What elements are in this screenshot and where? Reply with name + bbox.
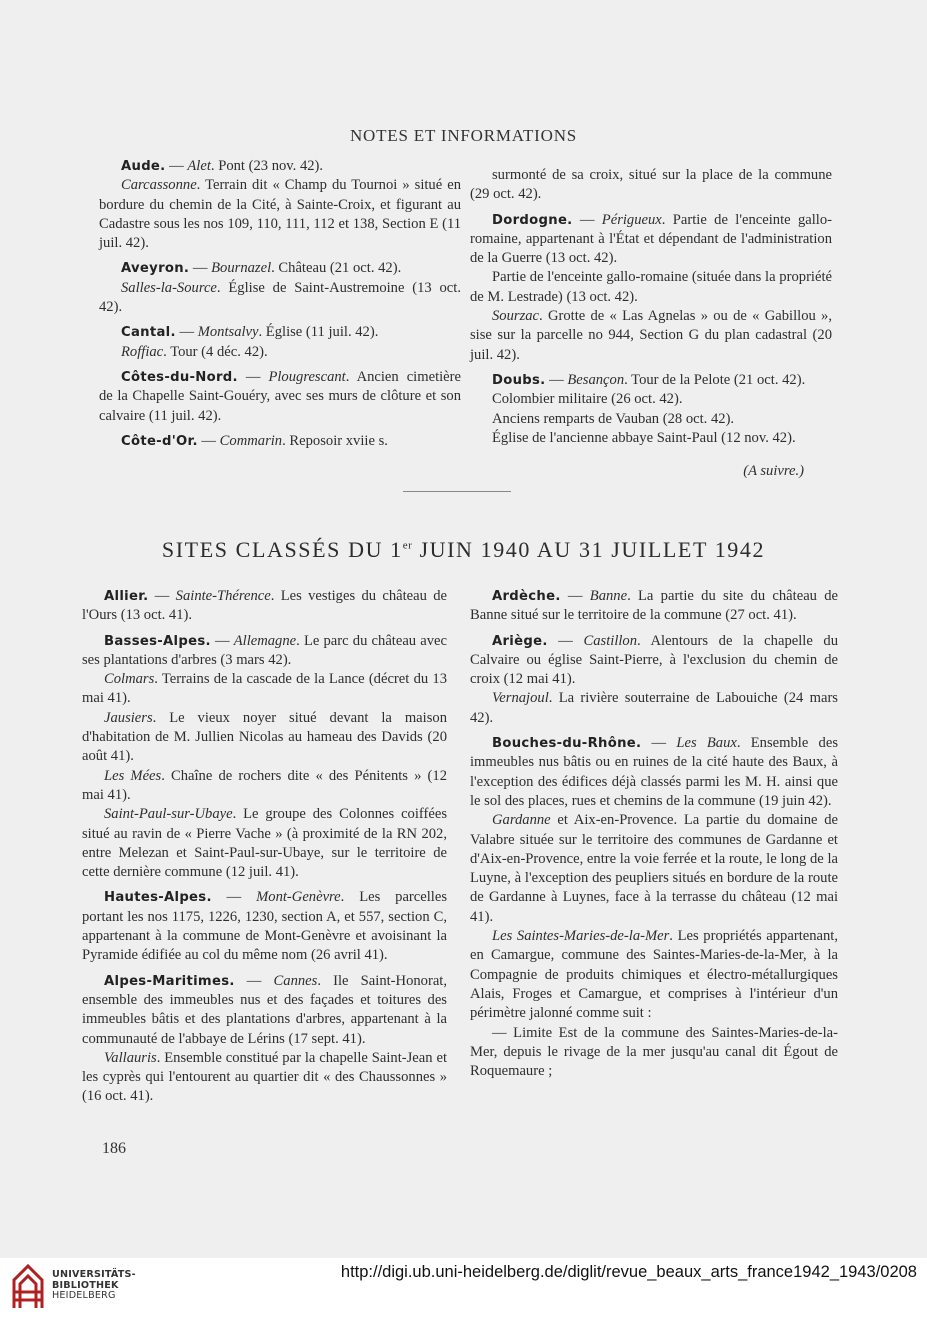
- department-name: Côtes-du-Nord.: [121, 369, 238, 385]
- library-name: [52, 1270, 136, 1302]
- place-name: Les Baux: [676, 735, 737, 752]
- entry-text: . Les propriétés appartenant, en Camargue, commune des Saintes-Maries-de-la-Mer, à la Compagnie de produits chimiques et électro-métallurgiques Alais, Froges et Camargue, et comprises à l'intérieur d'un périmètre jalonné comme suit :: [470, 928, 838, 1022]
- entry-text: . Ancien cimetière de la Chapelle Saint-Gouéry, avec ses murs de clôture et son calvaire (11 juil. 42).: [99, 368, 461, 424]
- library-name-line2: BIBLIOTHEK: [52, 1279, 119, 1291]
- entry: Bouches-du-Rhône. — Les Baux. Ensemble des immeubles nus bâtis ou en ruines de la cité haute des Baux, à l'exception des édifices déjà classés parmi les M. H. ainsi que le sol des places, rues et chemins de la commune (19 juin 42).: [470, 735, 839, 809]
- entry-text: . La rivière souterraine de Labouiche (24 mars 42).: [470, 690, 838, 726]
- place-name: Les Saintes-Maries-de-la-Mer: [492, 928, 670, 945]
- entry: [470, 927, 838, 1023]
- place-name: Carcassonne: [121, 177, 197, 194]
- place-name: Gardanne: [492, 812, 551, 829]
- entry-text: . Ensemble constitué par la chapelle Saint-Jean et les cyprès qui l'entourent au quartier dit « des Chaussonnes » (16 oct. 41).: [82, 1049, 447, 1105]
- entry: Dordogne. — Périgueux. Partie de l'enceinte gallo-romaine, appartenant à l'État et dépendant de l'administration de la Guerre (13 oct. 42).: [470, 211, 832, 267]
- page-number: 186: [102, 1140, 126, 1157]
- place-name: Cannes: [273, 972, 318, 989]
- department-name: Cantal.: [121, 325, 176, 341]
- section-title: [0, 537, 927, 563]
- entry-text: . Les parcelles portant les nos 1175, 1226, 1230, section A, et 557, section C, appartenant à la commune de Mont-Genèvre et avoisinant la Pyramide édifiée au col du même nom (26 avril 41).: [82, 889, 447, 964]
- place-name: Vernajoul: [492, 690, 549, 707]
- department-name: Hautes-Alpes.: [104, 890, 212, 906]
- entry: Basses-Alpes. — Allemagne. Le parc du château avec ses plantations d'arbres (3 mars 42).: [82, 632, 447, 668]
- entry: Allier. — Sainte-Thérence. Les vestiges du château de l'Ours (13 oct. 41).: [82, 588, 448, 624]
- place-name: Vallauris: [104, 1049, 157, 1066]
- place-name: Alet: [187, 158, 211, 174]
- entry: Côte-d'Or. — Commarin. Reposoir xviie s.: [121, 432, 388, 449]
- source-url-link[interactable]: http://digi.ub.uni-heidelberg.de/diglit/revue_beaux_arts_france1942_1943/0208: [340, 1263, 917, 1281]
- entry-text: . Grotte de « Las Agnelas » ou de « Gabillou », sise sur la parcelle no 944, Section G du plan cadastral (20 juil. 42).: [470, 308, 832, 363]
- department-name: Doubs.: [492, 372, 546, 388]
- entry-text: . Partie de l'enceinte gallo-romaine, appartenant à l'État et dépendant de l'administration de la Guerre (13 oct. 42).: [470, 211, 832, 267]
- entry: [82, 805, 447, 882]
- entry: [99, 279, 461, 318]
- entry: [470, 268, 832, 307]
- section-title-sup: er: [402, 539, 413, 552]
- entry-text: . Chaîne de rochers dite « des Pénitents » (12 mai 41).: [82, 767, 447, 803]
- entry: [99, 176, 461, 253]
- entry: [470, 689, 838, 728]
- place-name: Saint-Paul-sur-Ubaye: [104, 806, 233, 823]
- entry: [470, 811, 838, 927]
- library-name-line3: HEIDELBERG: [52, 1290, 116, 1301]
- entry: [470, 410, 832, 429]
- section-title-prefix: SITES CLASSÉS DU 1: [161, 537, 403, 562]
- entry-text: . Tour de la Pelote (21 oct. 42).: [624, 371, 806, 388]
- entry: [99, 343, 461, 362]
- running-title: NOTES ET INFORMATIONS: [349, 126, 578, 145]
- place-name: Périgueux: [601, 211, 662, 228]
- entry-text: Anciens remparts de Vauban (28 oct. 42).: [492, 410, 735, 427]
- section-divider: [403, 491, 511, 492]
- entry: [470, 307, 832, 365]
- entry: [82, 1049, 447, 1107]
- entry-text: . Le vieux noyer situé devant la maison d'habitation de M. Jullien Nicolas au hameau des Davids (20 août 41).: [82, 709, 447, 765]
- department-name: Allier.: [104, 589, 149, 604]
- entry-text: . Terrain dit « Champ du Tournoi » situé en bordure du chemin de la Cité, à Sainte-Croix, et figurant au Cadastre sous les nos 109, 110, 111, 112 et 138, Section E (11 juil. 42).: [99, 177, 461, 252]
- entry-text: . Pont (23 nov. 42).: [210, 158, 324, 174]
- entry: Aude. — Alet. Pont (23 nov. 42).: [121, 158, 324, 174]
- department-name: Ardèche.: [492, 589, 561, 604]
- place-name: Les Mées: [104, 767, 162, 784]
- entry-text: . Reposoir xviie s.: [282, 432, 388, 449]
- entry-text: . Église (11 juil. 42).: [258, 324, 379, 341]
- notes-column-left: [99, 157, 461, 451]
- entry-text: Église de l'ancienne abbaye Saint-Paul (12 nov. 42).: [492, 429, 796, 446]
- entry: Cantal. — Montsalvy. Église (11 juil. 42).: [121, 324, 379, 341]
- place-name: Allemagne: [233, 632, 297, 649]
- place-name: Jausiers: [104, 709, 153, 726]
- entry: [82, 670, 447, 709]
- library-name-line1: UNIVERSITÄTS-: [52, 1269, 136, 1280]
- place-name: Plougrescant: [268, 368, 346, 385]
- place-name: Besançon: [567, 371, 625, 388]
- place-name: Banne: [589, 588, 628, 604]
- entry-text: . Le parc du château avec ses plantations d'arbres (3 mars 42).: [82, 632, 447, 668]
- entry: [470, 390, 832, 409]
- entry-text: — Limite Est de la commune des Saintes-Maries-de-la-Mer, depuis le rivage de la mer jusqu'au canal dit Égout de Roquemaure ;: [470, 1024, 838, 1080]
- entry-text: . Église de Saint-Austremoine (13 oct. 42).: [99, 279, 461, 316]
- entry: Ardèche. — Banne. La partie du site du château de Banne situé sur le territoire de la commune (27 oct. 41).: [470, 588, 839, 624]
- entry: [82, 709, 447, 767]
- department-name: Ariège.: [492, 633, 548, 649]
- a-suivre-note: (A suivre.): [743, 463, 804, 480]
- place-name: Roffiac: [121, 343, 164, 360]
- entry: Aveyron. — Bournazel. Château (21 oct. 42).: [121, 260, 402, 277]
- notes-column-right: [470, 166, 832, 481]
- entry: Alpes-Maritimes. — Cannes. Ile Saint-Honorat, ensemble des immeubles nus et des façades et toitures des immeubles bâtis et des plantations d'arbres, appartenant à la communauté de l'abbaye de Lérins (17 sept. 41).: [82, 972, 447, 1047]
- place-name: Commarin: [219, 432, 283, 449]
- entry-text: . Ensemble des immeubles nus bâtis ou en ruines de la cité haute des Baux, à l'exception des édifices déjà classés parmi les M. H. ainsi que le sol des places, rues et chemins de la commune (19 juin 42).: [470, 735, 839, 809]
- place-name: Sainte-Thérence: [175, 588, 271, 604]
- place-name: Salles-la-Source: [121, 279, 217, 296]
- place-name: Bournazel: [211, 260, 272, 277]
- place-name: Montsalvy: [197, 324, 259, 341]
- entry: Doubs. — Besançon. Tour de la Pelote (21 oct. 42).: [492, 371, 806, 388]
- entry: Hautes-Alpes. — Mont-Genèvre. Les parcelles portant les nos 1175, 1226, 1230, section A, et 557, section C, appartenant à la commune de Mont-Genèvre et avoisinant la Pyramide édifiée au col du même nom (26 avril 41).: [82, 889, 447, 964]
- entry-text: surmonté de sa croix, situé sur la place de la commune (29 oct. 42).: [470, 167, 832, 203]
- entry: Ariège. — Castillon. Alentours de la chapelle du Calvaire ou église Saint-Pierre, à l'exclusion du chemin de croix (12 mai 41).: [470, 632, 839, 688]
- entry-text: Partie de l'enceinte gallo-romaine (située dans la propriété de M. Lestrade) (13 oct. 42).: [470, 269, 832, 305]
- entry-text: . Tour (4 déc. 42).: [163, 343, 268, 360]
- department-name: Alpes-Maritimes.: [104, 973, 235, 989]
- entry-text: . Alentours de la chapelle du Calvaire ou église Saint-Pierre, à l'exclusion du chemin de croix (12 mai 41).: [470, 632, 839, 688]
- entry-text: . Les vestiges du château de l'Ours (13 oct. 41).: [82, 588, 448, 624]
- place-name: Mont-Genèvre: [256, 889, 341, 906]
- department-name: Côte-d'Or.: [121, 433, 198, 449]
- entry-text: . Terrains de la cascade de la Lance (décret du 13 mai 41).: [82, 671, 447, 707]
- department-name: Basses-Alpes.: [104, 633, 211, 649]
- entry-text: . Ile Saint-Honorat, ensemble des immeubles nus et des façades et toitures des immeubles bâtis et des plantations d'arbres, appartenant à la communauté de l'abbaye de Lérins (17 sept. 41).: [82, 972, 447, 1047]
- library-logo-icon: [8, 1262, 48, 1312]
- entry: [470, 429, 832, 448]
- entry-text: Colombier militaire (26 oct. 42).: [492, 391, 683, 408]
- place-name: Sourzac: [492, 308, 540, 325]
- entry: [82, 767, 447, 806]
- place-name: Castillon: [583, 632, 638, 649]
- department-name: Aveyron.: [121, 261, 190, 277]
- sites-column-right: [470, 587, 838, 1081]
- entry: [470, 1024, 838, 1082]
- department-name: Aude.: [121, 159, 166, 174]
- department-name: Bouches-du-Rhône.: [492, 736, 642, 752]
- entry-text: . Château (21 oct. 42).: [271, 260, 402, 277]
- entry-text: et Aix-en-Provence. La partie du domaine de Valabre située sur le territoire des communes de Gardanne et d'Aix-en-Provence, entre la voie ferrée et la route, le long de la Luyne, à l'exception des peupliers situés en bordure de la route de Gardanne à Luynes, face à la terrasse du château (12 mai 41).: [470, 812, 838, 925]
- department-name: Dordogne.: [492, 212, 573, 228]
- place-name: Colmars: [104, 671, 155, 688]
- entry-text: . Le groupe des Colonnes coiffées situé au ravin de « Pierre Vache » (à proximité de la RN 202, entre Melezan et Saint-Paul-sur-Ubaye, sur le territoire de cette dernière commune (12 juil. 41).: [82, 806, 447, 881]
- entry: Côtes-du-Nord. — Plougrescant. Ancien cimetière de la Chapelle Saint-Gouéry, avec ses murs de clôture et son calvaire (11 juil. 42).: [99, 368, 461, 424]
- entry-text: . La partie du site du château de Banne situé sur le territoire de la commune (27 oct. 41).: [470, 588, 839, 624]
- entry: [470, 166, 832, 205]
- section-title-suffix: JUIN 1940 AU 31 JUILLET 1942: [412, 537, 766, 562]
- sites-column-left: [82, 587, 447, 1107]
